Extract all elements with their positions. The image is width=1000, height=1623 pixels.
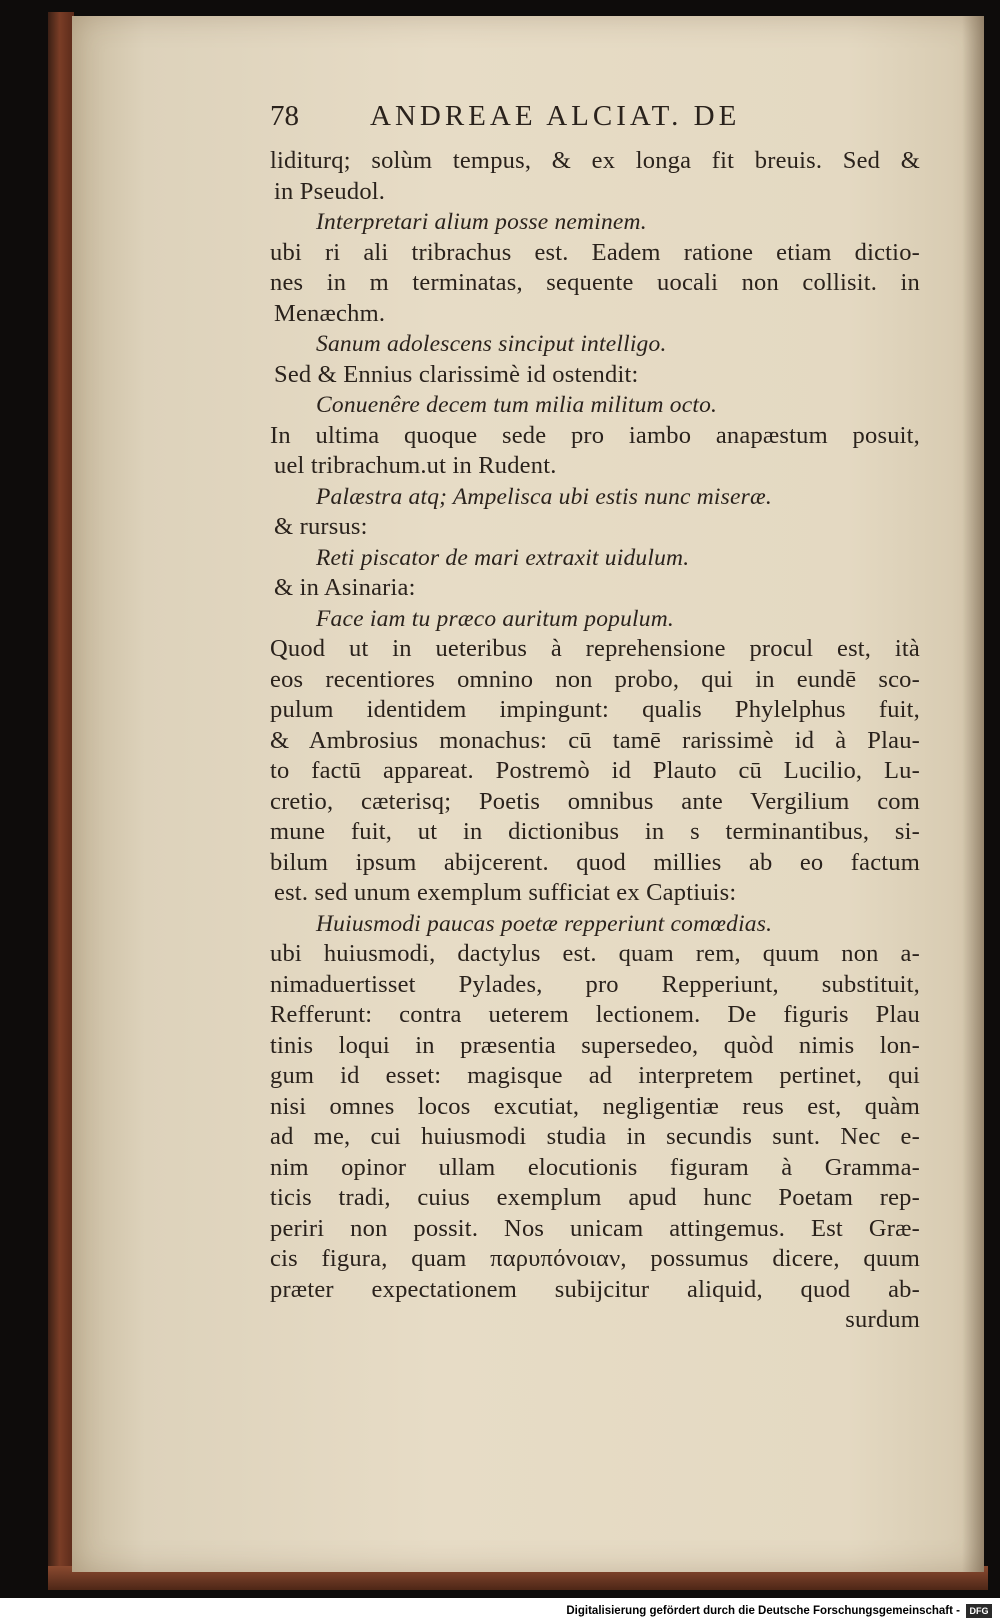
dfg-logo: DFG xyxy=(966,1604,992,1618)
text-line: periri non possit. Nos unicam attingemus. Est Græ- xyxy=(270,1214,920,1242)
verse-quotation-line: Palæstra atq; Ampelisca ubi estis nunc miseræ. xyxy=(316,483,772,510)
text-line: Menæchm. xyxy=(274,299,386,327)
text-line: in Pseudol. xyxy=(274,177,386,205)
text-line: bilum ipsum abijcerent. quod millies ab eo factum xyxy=(270,848,920,876)
verse-quotation-line: Sanum adolescens sinciput intelligo. xyxy=(316,331,667,357)
text-line: uel tribrachum.ut in Rudent. xyxy=(274,452,557,479)
text-line: eos recentiores omnino non probo, qui in eundē sco- xyxy=(270,665,920,693)
body-text xyxy=(270,146,920,1336)
text-line: cretio, cæterisq; Poetis omnibus ante Vergilium com xyxy=(270,787,920,815)
verse-quotation-line: Reti piscator de mari extraxit uidulum. xyxy=(316,544,690,571)
text-line: to factū appareat. Postremò id Plauto cū Lucilio, Lu- xyxy=(270,757,920,784)
text-line: tinis loqui in præsentia supersedeo, quòd nimis lon- xyxy=(270,1031,920,1059)
page-number: 78 xyxy=(270,100,299,132)
catchword: surdum xyxy=(845,1306,920,1333)
text-line: Sed & Ennius clarissimè id ostendit: xyxy=(274,360,639,388)
text-line: nim opinor ullam elocutionis figuram à Gramma- xyxy=(270,1153,920,1181)
running-title: ANDREAE ALCIAT. DE xyxy=(370,100,741,132)
verse-quotation-line: Huiusmodi paucas poetæ repperiunt comœdias. xyxy=(316,910,773,937)
text-line: Quod ut in ueteribus à reprehensione procul est, ità xyxy=(270,635,920,662)
book-cover-edge-left xyxy=(48,12,74,1590)
text-line: ticis tradi, cuius exemplum apud hunc Poetam rep- xyxy=(270,1184,920,1211)
running-head xyxy=(270,100,830,140)
text-line: pulum identidem impingunt: qualis Phylelphus fuit, xyxy=(270,696,920,723)
text-line: nes in m terminatas, sequente uocali non collisit. in xyxy=(270,269,920,296)
text-line: nimaduertisset Pylades, pro Repperiunt, substituit, xyxy=(270,970,920,998)
text-line: Refferunt: contra ueterem lectionem. De figuris Plau xyxy=(270,1001,920,1028)
text-line: & rursus: xyxy=(274,513,368,540)
digitization-footer xyxy=(0,1598,1000,1623)
text-line: cis figura, quam παρυπόνοιαν, possumus dicere, quum xyxy=(270,1245,920,1272)
text-line: & in Asinaria: xyxy=(274,574,416,601)
text-line: ubi ri ali tribrachus est. Eadem ratione etiam dictio- xyxy=(270,238,920,266)
text-line: ubi huiusmodi, dactylus est. quam rem, quum non a- xyxy=(270,940,920,967)
text-line: In ultima quoque sede pro iambo anapæstum posuit, xyxy=(270,421,920,449)
verse-quotation-line: Face iam tu præco auritum populum. xyxy=(316,605,674,632)
verse-quotation-line: Interpretari alium posse neminem. xyxy=(316,209,647,235)
verse-quotation-line: Conuenêre decem tum milia militum octo. xyxy=(316,392,718,418)
text-line: ad me, cui huiusmodi studia in secundis sunt. Nec e- xyxy=(270,1123,920,1150)
text-line: nisi omnes locos excutiat, negligentiæ reus est, quàm xyxy=(270,1092,920,1120)
text-line: gum id esset: magisque ad interpretem pertinet, qui xyxy=(270,1062,920,1089)
text-line: & Ambrosius monachus: cū tamē rarissimè id à Plau- xyxy=(270,726,920,754)
text-line: liditurq; solùm tempus, & ex longa fit breuis. Sed & xyxy=(270,147,920,174)
footer-credit: Digitalisierung gefördert durch die Deutsche Forschungsgemeinschaft - xyxy=(566,1604,960,1617)
text-line: mune fuit, ut in dictionibus in s terminantibus, si- xyxy=(270,818,920,845)
text-line: præter expectationem subijcitur aliquid, quod ab- xyxy=(270,1275,920,1303)
text-line: est. sed unum exemplum sufficiat ex Captiuis: xyxy=(274,879,737,906)
page-gutter-shadow xyxy=(962,16,984,1572)
